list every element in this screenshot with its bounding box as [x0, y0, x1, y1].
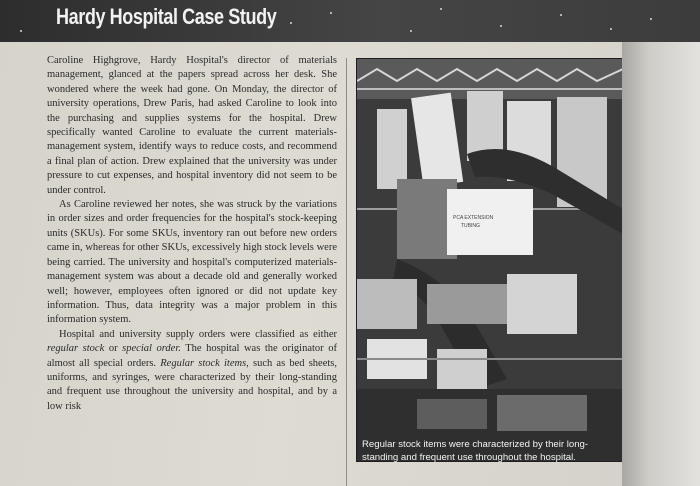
paragraph-2: As Caroline reviewed her notes, she was struck by the variations in order sizes and order frequencies for the hospital's stock-keeping units (SKUs). For some SKUs, inventory ran out before new orders came in, whereas for other SKUs, excessively high stock levels were being carried. The university and hospital's computerized materials-management system was about a decade old and generally worked well; however, employees often ignored or did not update key information. Thus, data integrity was a major problem in this information system.	[47, 199, 337, 326]
photo-caption: Regular stock items were characterized by their long-standing and frequent use throughout the hospital.	[362, 439, 589, 463]
title-banner	[0, 0, 700, 42]
column-divider	[346, 58, 347, 486]
speck	[290, 22, 292, 24]
page-edge-strip	[622, 42, 700, 486]
speck	[500, 25, 502, 27]
speck	[440, 8, 442, 10]
article-body	[47, 54, 337, 486]
speck	[410, 30, 412, 32]
paragraph-3-text-b: or	[104, 343, 123, 355]
term-regular-stock-items: Regular stock items,	[160, 357, 249, 369]
box-label-1: PCA EXTENSION	[453, 215, 494, 221]
paragraph-1: Caroline Highgrove, Hardy Hospital's director of materials management, glanced at the papers spread across her desk. She wondered where the week had gone. On Monday, the director of university operations, Drew Paris, had asked Caroline to look into the purchasing and supplies systems for the hospital. Drew specifically wanted Caroline to evaluate the current materials-management system, identify ways to reduce costs, and recommend a final plan of action. Drew explained that the university was under pressure to cut expenses, and hospital inventory did not seem to be under control.	[47, 55, 337, 196]
paragraph-3-text-d: such as bed sheets, uniforms, and syringes, were characterized by their long-standing and frequent use throughout the university and hospital, and by a low risk	[47, 357, 337, 412]
paragraph-3-text-c: The hospital was the originator of almost all special orders.	[47, 343, 337, 369]
term-special-order: special order.	[122, 343, 181, 355]
speck	[560, 14, 562, 16]
paragraph-3	[47, 328, 337, 414]
speck	[650, 18, 652, 20]
paragraph-3-text-a: Hospital and university supply orders were classified as either	[59, 328, 337, 340]
case-study-title: Hardy Hospital Case Study	[56, 4, 277, 29]
box-label-2: TUBING	[461, 223, 480, 229]
supply-shelf-photo	[356, 58, 624, 462]
speck	[330, 12, 332, 14]
term-regular-stock: regular stock	[47, 343, 105, 355]
photo-illustration	[357, 59, 623, 461]
speck	[610, 28, 612, 30]
speck	[20, 30, 22, 32]
